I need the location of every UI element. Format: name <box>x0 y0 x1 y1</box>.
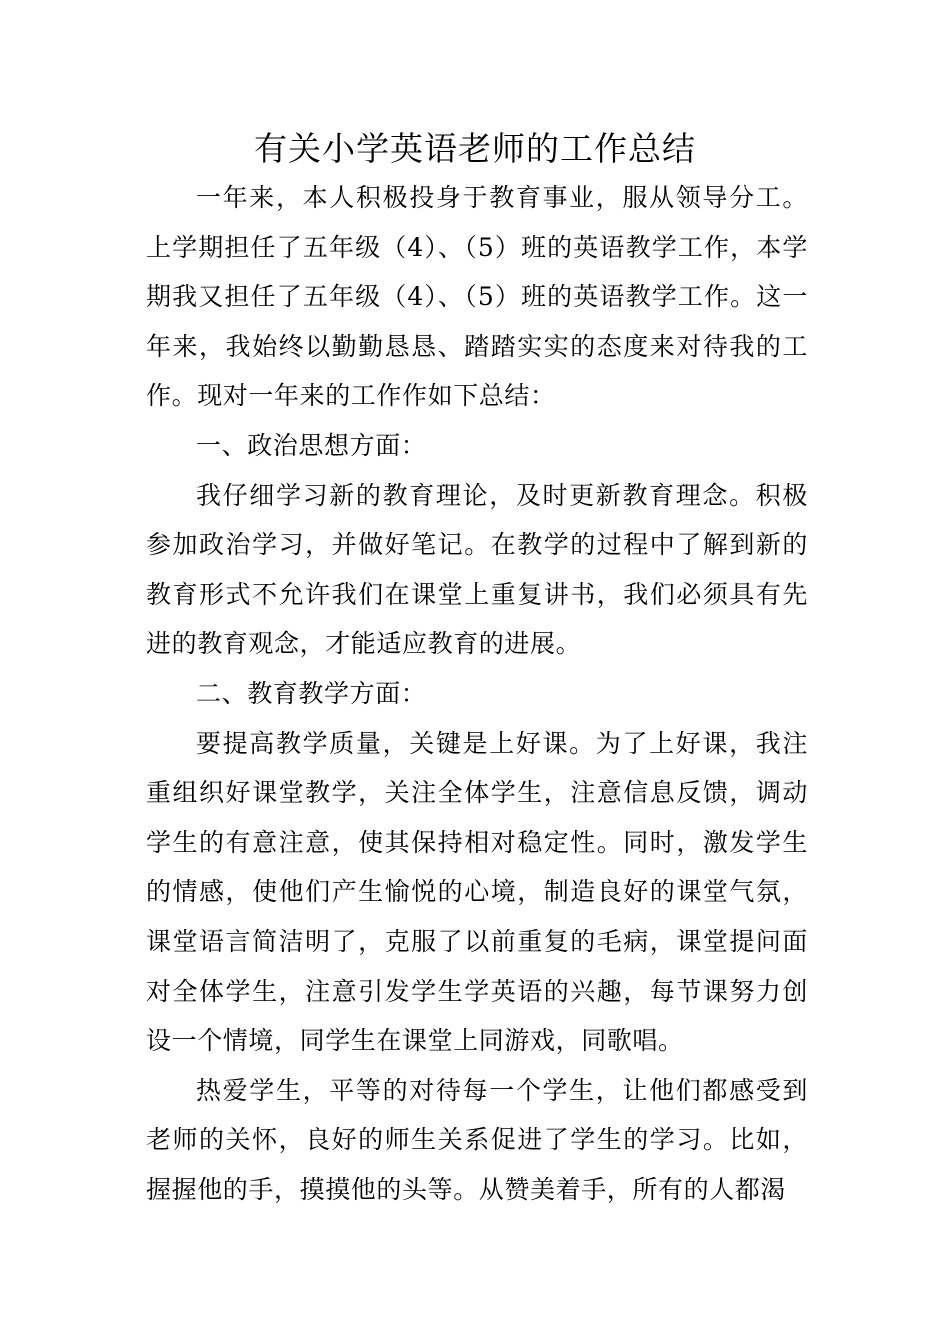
document-title: 有关小学英语老师的工作总结 <box>254 129 696 168</box>
paragraph-intro: 一年来，本人积极投身于教育事业，服从领导分工。上学期担任了五年级（4）、（5）班的英语教学工作，本学期我又担任了五年级（4）、（5）班的英语教学工作。这一年来，我始终以勤勤恳恳、踏踏实实的态度来对待我的工作。现对一年来的工作作如下总结： <box>146 183 808 411</box>
section-heading-teaching: 二、教育教学方面： <box>196 678 427 708</box>
paragraph-caring: 热爱学生，平等的对待每一个学生，让他们都感受到老师的关怀，良好的师生关系促进了学生的学习。比如，握握他的手，摸摸他的头等。从赞美着手，所有的人都渴 <box>146 1075 808 1204</box>
section-heading-politics: 一、政治思想方面： <box>196 430 427 460</box>
document-body <box>146 173 808 1214</box>
paragraph-politics: 我仔细学习新的教育理论，及时更新教育理念。积极参加政治学习，并做好笔记。在教学的过程中了解到新的教育形式不允许我们在课堂上重复讲书，我们必须具有先进的教育观念，才能适应教育的进展。 <box>146 480 808 659</box>
paragraph-teaching: 要提高教学质量，关键是上好课。为了上好课，我注重组织好课堂教学，关注全体学生，注意信息反馈，调动学生的有意注意，使其保持相对稳定性。同时，激发学生的情感，使他们产生愉悦的心境，制造良好的课堂气氛，课堂语言简洁明了，克服了以前重复的毛病，课堂提问面对全体学生，注意引发学生学英语的兴趣，每节课努力创设一个情境，同学生在课堂上同游戏，同歌唱。 <box>146 728 808 1056</box>
